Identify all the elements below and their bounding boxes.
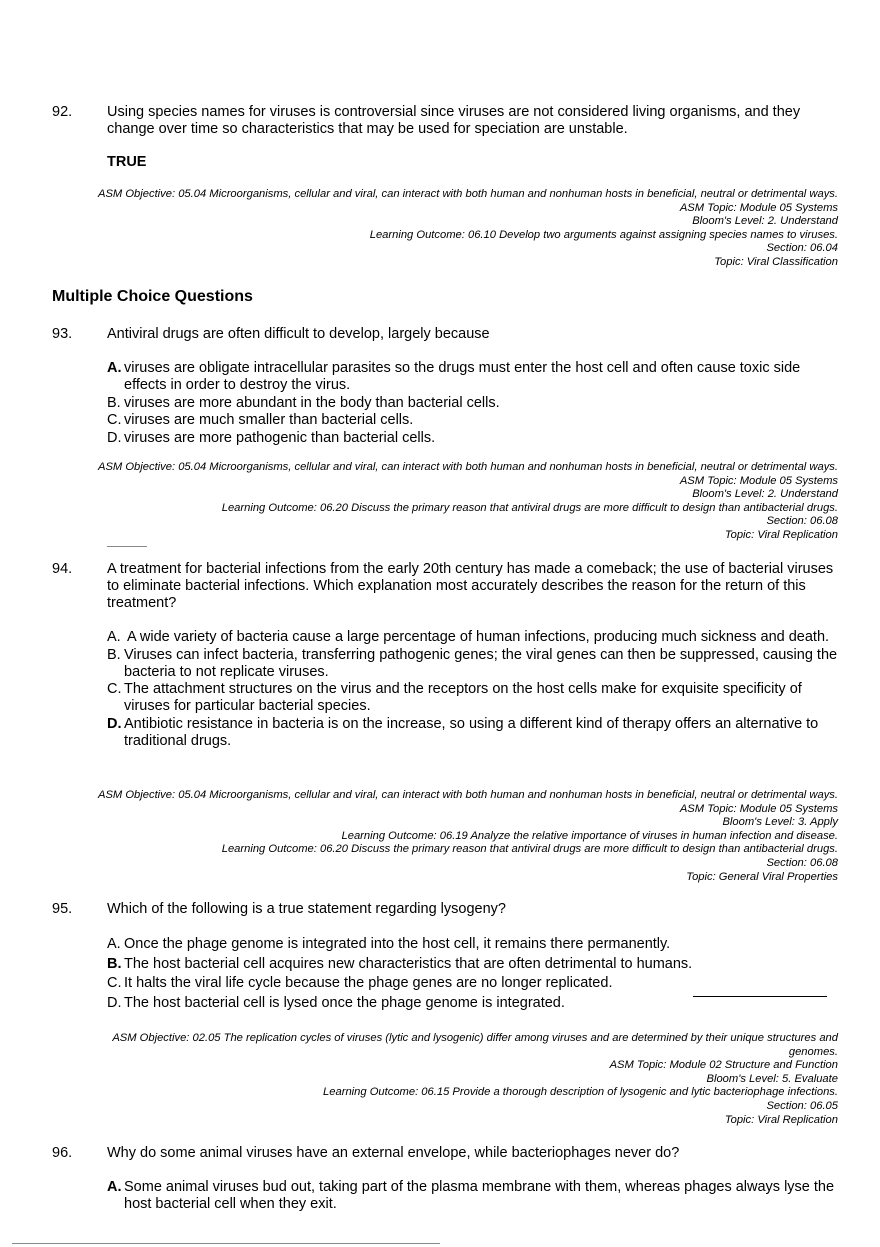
question-96	[52, 1145, 842, 1214]
learning-outcome: Learning Outcome: 06.20 Discuss the primary reason that antiviral drugs are more difficult to design than antibacterial drugs.	[221, 843, 838, 856]
blooms-level: Bloom's Level: 2. Understand	[692, 488, 838, 501]
question-text: Antiviral drugs are often difficult to develop, largely because	[107, 326, 490, 342]
divider-line	[693, 996, 827, 997]
section: Section: 06.05	[766, 1099, 838, 1112]
answer-options	[107, 935, 842, 1013]
option-letter: C.	[107, 975, 122, 991]
option-text: viruses are more pathogenic than bacterial cells.	[124, 429, 436, 446]
question-93	[52, 326, 842, 447]
option-text: Antibiotic resistance in bacteria is on the increase, so using a different kind of therapy offers an alternative to traditional drugs.	[124, 715, 819, 749]
option-letter: B.	[107, 955, 122, 972]
option-text: viruses are obligate intracellular parasites so the drugs must enter the host cell and often cause toxic side effects in order to destroy the virus.	[124, 360, 801, 393]
option-d	[107, 716, 842, 750]
option-letter: A.	[107, 1179, 122, 1195]
option-letter: B.	[107, 394, 121, 411]
option-c	[107, 681, 842, 715]
asm-topic: ASM Topic: Module 02 Structure and Function	[609, 1059, 838, 1072]
question-93-metadata	[48, 461, 838, 543]
question-text: Which of the following is a true statement regarding lysogeny?	[107, 901, 506, 917]
learning-outcome: Learning Outcome: 06.20 Discuss the primary reason that antiviral drugs are more difficult to design than antibacterial drugs.	[221, 501, 838, 514]
option-c	[107, 974, 842, 993]
option-letter: B.	[107, 646, 121, 663]
footer-rule	[12, 1243, 440, 1244]
topic: Topic: Viral Classification	[714, 255, 838, 268]
asm-objective: ASM Objective: 05.04 Microorganisms, cellular and viral, can interact with both human and nonhuman hosts in beneficial, neutral or detrimental ways.	[98, 789, 838, 801]
option-a	[107, 629, 842, 646]
blooms-level: Bloom's Level: 3. Apply	[722, 816, 838, 829]
option-text: It halts the viral life cycle because the phage genes are no longer replicated.	[124, 975, 613, 991]
option-letter: A.	[107, 360, 122, 376]
option-b	[107, 395, 842, 412]
question-text: Why do some animal viruses have an external envelope, while bacteriophages never do?	[107, 1145, 680, 1161]
option-letter: C.	[107, 681, 122, 697]
option-text: A wide variety of bacteria cause a large percentage of human infections, producing much sickness and death.	[127, 629, 830, 645]
option-letter: D.	[107, 715, 122, 732]
question-number: 93.	[52, 326, 73, 342]
topic: Topic: Viral Replication	[724, 528, 838, 541]
question-number: 94.	[52, 561, 73, 577]
option-letter: D.	[107, 429, 122, 446]
asm-objective: ASM Objective: 05.04 Microorganisms, cellular and viral, can interact with both human and nonhuman hosts in beneficial, neutral or detrimental ways.	[98, 461, 838, 473]
option-letter: C.	[107, 412, 122, 428]
blooms-level: Bloom's Level: 2. Understand	[692, 215, 838, 228]
option-text: viruses are much smaller than bacterial cells.	[124, 412, 414, 428]
option-text: The host bacterial cell is lysed once the phage genome is integrated.	[124, 994, 565, 1011]
topic: Topic: General Viral Properties	[686, 870, 838, 883]
section: Section: 06.04	[766, 242, 838, 255]
learning-outcome: Learning Outcome: 06.15 Provide a thorough description of lysogenic and lytic bacteriophage infections.	[323, 1086, 838, 1099]
question-text: A treatment for bacterial infections from the early 20th century has made a comeback; the use of bacterial viruses to eliminate bacterial infections. Which explanation most accurately describes the reason for the return of this treatment?	[107, 561, 834, 611]
blooms-level: Bloom's Level: 5. Evaluate	[706, 1072, 838, 1085]
section: Section: 06.08	[766, 515, 838, 528]
question-94-metadata	[48, 789, 838, 884]
section: Section: 06.08	[766, 856, 838, 869]
option-c	[107, 412, 842, 429]
option-text: Some animal viruses bud out, taking part of the plasma membrane with them, whereas phages always lyse the host bacterial cell when they exit.	[124, 1179, 835, 1212]
asm-topic: ASM Topic: Module 05 Systems	[679, 802, 838, 815]
option-a	[107, 1179, 842, 1213]
divider-line	[107, 546, 147, 547]
question-number: 92.	[52, 104, 73, 120]
section-heading: Multiple Choice Questions	[52, 288, 253, 305]
learning-outcome: Learning Outcome: 06.10 Develop two arguments against assigning species names to viruses.	[369, 228, 838, 241]
question-94	[52, 561, 842, 750]
question-92	[52, 104, 842, 170]
option-b	[107, 955, 842, 974]
answer-true-false: TRUE	[107, 154, 147, 170]
answer-options	[107, 360, 842, 447]
option-d	[107, 430, 842, 447]
learning-outcome: Learning Outcome: 06.19 Analyze the relative importance of viruses in human infection and disease.	[341, 829, 838, 842]
option-letter: D.	[107, 994, 122, 1011]
option-letter: A.	[107, 629, 121, 645]
option-text: Once the phage genome is integrated into the host cell, it remains there permanently.	[124, 936, 671, 952]
answer-options	[107, 629, 842, 750]
answer-options	[107, 1179, 842, 1213]
option-text: Viruses can infect bacteria, transferring pathogenic genes; the viral genes can then be suppressed, causing the bacteria to not replicate viruses.	[124, 646, 838, 680]
option-a	[107, 935, 842, 954]
question-number: 96.	[52, 1145, 73, 1161]
asm-topic: ASM Topic: Module 05 Systems	[679, 201, 838, 214]
option-text: viruses are more abundant in the body than bacterial cells.	[124, 394, 500, 411]
asm-objective: ASM Objective: 05.04 Microorganisms, cellular and viral, can interact with both human and nonhuman hosts in beneficial, neutral or detrimental ways.	[98, 188, 838, 200]
topic: Topic: Viral Replication	[724, 1113, 838, 1126]
option-text: The attachment structures on the virus and the receptors on the host cells make for exquisite specificity of viruses for particular bacterial species.	[124, 681, 802, 714]
option-a	[107, 360, 842, 394]
asm-objective: ASM Objective: 02.05 The replication cycles of viruses (lytic and lysogenic) differ among viruses and are determined by their unique structures and genomes.	[112, 1032, 838, 1058]
asm-topic: ASM Topic: Module 05 Systems	[679, 474, 838, 487]
question-text: Using species names for viruses is controversial since viruses are not considered living organisms, and they change over time so characteristics that may be used for speciation are unstable.	[107, 104, 801, 137]
question-92-metadata	[48, 188, 838, 270]
option-letter: A.	[107, 936, 121, 952]
option-b	[107, 647, 842, 681]
option-text: The host bacterial cell acquires new characteristics that are often detrimental to humans.	[124, 955, 693, 972]
question-95-metadata	[68, 1032, 838, 1127]
question-number: 95.	[52, 901, 73, 917]
